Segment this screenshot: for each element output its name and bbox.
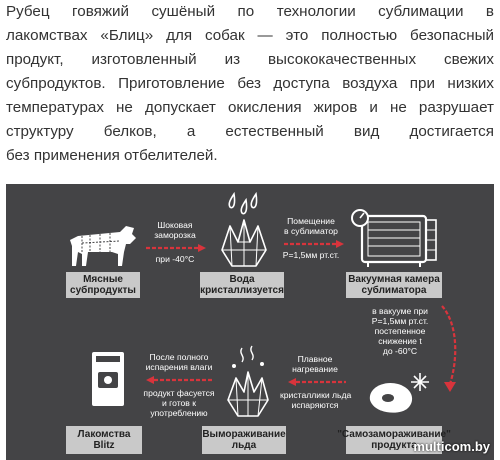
node-meat-offal: Мясные субпродукты — [66, 272, 140, 298]
description-line: структуру белков, а естественный вид достигается — [6, 123, 494, 140]
caption-gentle-heating: Плавное нагревание — [292, 354, 338, 374]
node-freeze-out: Вымораживание льда — [202, 426, 286, 454]
caption-shock-freeze: Шоковая заморозка — [154, 220, 196, 240]
arrow-right — [284, 240, 344, 248]
node-vacuum-chamber: Вакуумная камера сублиматора — [346, 272, 442, 298]
evaporating-crystal-icon — [220, 344, 276, 420]
caption-placement: Помещение в сублиматор — [284, 216, 338, 236]
vacuum-chamber-icon — [350, 206, 440, 268]
caption-placement-pressure: Р=1,5мм рт.ст. — [282, 250, 340, 260]
description-line: Рубец говяжий сушёный по технологии сублимации в — [6, 3, 494, 20]
arrow-down — [436, 304, 466, 394]
description-line: продукт, изготовленный из высококачественных свежих — [6, 51, 494, 68]
caption-packed: продукт фасуется и готов к употреблению — [143, 388, 215, 418]
watermark: multicom.by — [413, 439, 490, 454]
ice-crystal-icon — [216, 192, 272, 270]
cow-icon — [68, 222, 138, 268]
blitz-pack-icon — [88, 348, 128, 408]
caption-vacuum-decrease: в вакууме при Р=1,5мм рт.ст. постепенное снижение t до -60°C — [371, 306, 429, 356]
caption-ice-evaporates: кристаллики льда испаряются — [280, 390, 352, 410]
sublimation-process-diagram — [6, 184, 494, 460]
node-blitz-treats: Лакомства Blitz — [66, 426, 142, 454]
arrow-left — [146, 376, 212, 384]
description-line: без применения отбелителей. — [6, 147, 218, 164]
description-line: температурах не допускает окисления жиров и не разрушает — [6, 99, 494, 116]
caption-shock-temp: при -40°C — [155, 254, 195, 264]
product-description — [6, 0, 494, 168]
node-self-freezing: "Самозамораживание" продукта — [346, 426, 442, 454]
description-line: субпродуктов. Приготовление без доступа воздуха при низких — [6, 75, 494, 92]
frozen-meat-icon — [364, 370, 434, 420]
node-water-crystallizes: Вода кристаллизуется — [200, 274, 284, 296]
arrow-left — [288, 378, 346, 386]
caption-after-evaporation: После полного испарения влаги — [145, 352, 213, 372]
description-line: лакомствах «Блиц» для собак — это полностью безопасный — [6, 27, 494, 44]
arrow-right — [146, 244, 206, 252]
